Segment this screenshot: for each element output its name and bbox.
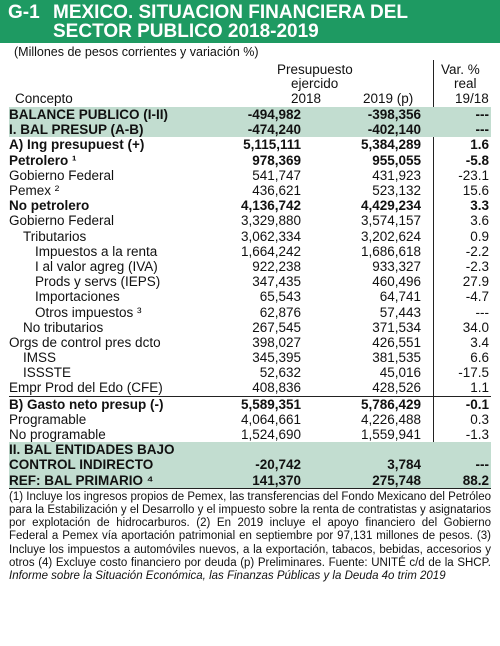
col-var-line2: real: [454, 76, 477, 91]
row-label: Pemex ²: [9, 183, 60, 199]
value-var: 3.6: [470, 213, 489, 229]
value-2018: -20,742: [255, 457, 301, 473]
table-row: [9, 229, 491, 244]
col-presupuesto-line1: Presupuesto: [277, 62, 353, 77]
row-label: No programable: [9, 427, 106, 443]
value-var: 6.6: [470, 350, 489, 366]
value-var: -5.8: [465, 152, 489, 168]
table-row: [9, 412, 491, 427]
table-subtitle: (Millones de pesos corrientes y variación %): [14, 45, 259, 59]
value-2018: 267,545: [252, 319, 301, 335]
value-var: 1.1: [470, 380, 489, 396]
value-2018: 62,876: [259, 304, 301, 320]
value-2019: 955,055: [372, 152, 421, 168]
value-var: -17.5: [458, 365, 489, 381]
value-var: ---: [475, 122, 489, 138]
table-row: [9, 427, 491, 442]
value-2019: 4,226,488: [360, 411, 421, 427]
value-2019: 933,327: [372, 258, 421, 274]
value-var: -4.7: [465, 289, 489, 305]
value-2018: 3,062,334: [240, 228, 301, 244]
value-2018: -474,240: [247, 122, 301, 138]
row-label: II. BAL ENTIDADES BAJO: [9, 442, 175, 458]
table-row: [9, 442, 491, 457]
table-header-bar: [0, 0, 500, 43]
row-label: Orgs de control pres dcto: [9, 334, 161, 350]
table-row: [9, 380, 491, 395]
value-2019: 57,443: [379, 304, 421, 320]
table-row: [9, 289, 491, 304]
value-2018: 408,836: [252, 380, 301, 396]
row-label: Otros impuestos ³: [35, 304, 142, 320]
value-2019: 5,786,429: [360, 396, 421, 412]
footnotes: [9, 491, 491, 583]
value-2019: 3,784: [387, 457, 421, 473]
row-label: Prods y servs (IEPS): [35, 274, 161, 290]
value-2019: 523,132: [372, 183, 421, 199]
value-2018: 5,589,351: [240, 396, 301, 412]
table-row: [9, 457, 491, 472]
value-2019: 5,384,289: [360, 137, 421, 153]
row-label: Impuestos a la renta: [35, 243, 158, 259]
value-var: ---: [475, 457, 489, 473]
value-2018: 345,395: [252, 350, 301, 366]
value-2018: 5,115,111: [243, 137, 301, 153]
table-row: [9, 198, 491, 213]
value-2018: 436,621: [252, 183, 301, 199]
value-var: 27.9: [462, 274, 489, 290]
value-2018: 3,329,880: [240, 213, 301, 229]
value-2018: 4,064,661: [240, 411, 301, 427]
value-2019: 428,526: [372, 380, 421, 396]
row-label: I al valor agreg (IVA): [35, 258, 158, 274]
table-row: [9, 335, 491, 350]
value-2018: 4,136,742: [240, 198, 301, 214]
row-label: CONTROL INDIRECTO: [9, 457, 154, 473]
value-2018: 541,747: [252, 167, 301, 183]
row-label: Gobierno Federal: [9, 167, 115, 183]
value-var: -2.2: [465, 243, 489, 259]
value-2018: 978,369: [252, 152, 301, 168]
table-row: [9, 304, 491, 319]
table-title: MEXICO. SITUACION FINANCIERA DEL SECTOR PUBLICO 2018-2019: [53, 2, 409, 42]
row-label: Tributarios: [23, 228, 87, 244]
col-var-line1: Var. %: [441, 62, 480, 77]
value-var: -1.3: [465, 427, 489, 443]
row-label: Importaciones: [35, 289, 120, 305]
footnotes-text: (1) Incluye los ingresos propios de Pemex, las transferencias del Fondo Mexicano del Petróleo para la Estabilización y el Desarrollo y el impuesto sobre la renta de contratistas y asignatarios por explotación de hidrocarburos. (2) En 2019 incluye el apoyo financiero del Gobierno Federal a Pemex vía aportación patrimonial en septiembre por 97,131 millones de pesos. (3) Incluye los impuestos a automóviles nuevos, a la exportación, tabacos, bebidas, accesorios y otros (4) Excluye costo financiero por deuda (p) Preliminares. Fuente: UNITÉ c/d de la SHCP.: [9, 490, 491, 569]
value-var: 0.9: [470, 228, 489, 244]
value-var: ---: [475, 304, 489, 320]
row-label: No petrolero: [9, 198, 90, 214]
value-2019: 45,016: [379, 365, 421, 381]
value-2019: 275,748: [372, 472, 421, 488]
value-2019: 431,923: [372, 167, 421, 183]
value-2018: 922,238: [252, 258, 301, 274]
value-2018: 347,435: [252, 274, 301, 290]
row-label: IMSS: [23, 350, 57, 366]
row-label: BALANCE PUBLICO (I-II): [9, 107, 168, 123]
table-row: [9, 137, 491, 152]
col-2018: 2018: [291, 91, 322, 106]
value-var: 3.4: [470, 334, 489, 350]
value-2019: 4,429,234: [360, 198, 421, 214]
value-2019: 1,559,941: [360, 427, 421, 443]
data-table: [9, 107, 491, 489]
col-presupuesto-line2: ejercido: [291, 76, 339, 91]
value-2019: 460,496: [372, 274, 421, 290]
table-row: [9, 183, 491, 198]
row-label: A) Ing presupuest (+): [9, 137, 145, 153]
row-label: ISSSTE: [23, 365, 72, 381]
table-row: [9, 320, 491, 335]
table-row: [9, 153, 491, 168]
row-label: Empr Prod del Edo (CFE): [9, 380, 163, 396]
table-row: [9, 122, 491, 137]
value-2018: 1,524,690: [240, 427, 301, 443]
value-var: ---: [475, 107, 489, 123]
value-var: 1.6: [470, 137, 489, 153]
value-var: -2.3: [465, 258, 489, 274]
col-2019: 2019 (p): [363, 91, 414, 106]
value-2018: 141,370: [252, 472, 301, 488]
table-row: [9, 107, 491, 122]
table-row: [9, 168, 491, 183]
value-2018: 1,664,242: [240, 243, 301, 259]
value-2019: 64,741: [379, 289, 421, 305]
value-2019: -402,140: [367, 122, 421, 138]
value-var: 15.6: [462, 183, 489, 199]
table-row: [9, 350, 491, 365]
column-divider: [433, 60, 434, 107]
table-row: [9, 473, 491, 489]
row-label: I. BAL PRESUP (A-B): [9, 122, 144, 138]
value-var: 0.3: [470, 411, 489, 427]
value-2018: -494,982: [247, 107, 301, 123]
value-2019: -398,356: [367, 107, 421, 123]
value-var: 34.0: [462, 319, 489, 335]
col-var-period: 19/18: [455, 91, 489, 106]
col-concepto: Concepto: [15, 91, 73, 106]
row-label: Gobierno Federal: [9, 213, 115, 229]
value-2019: 1,686,618: [360, 243, 421, 259]
row-label: Programable: [9, 411, 87, 427]
value-2019: 3,574,157: [360, 213, 421, 229]
value-var: -0.1: [465, 396, 489, 412]
value-2018: 52,632: [259, 365, 301, 381]
value-var: -23.1: [458, 167, 489, 183]
row-label: REF: BAL PRIMARIO ⁴: [9, 472, 154, 488]
value-2019: 381,535: [372, 350, 421, 366]
table-row: [9, 274, 491, 289]
row-label: No tributarios: [23, 319, 104, 335]
source-title: Informe sobre la Situación Económica, las Finanzas Públicas y la Deuda 4o trim 2019: [9, 569, 446, 582]
table-row: [9, 396, 491, 412]
value-2019: 3,202,624: [360, 228, 421, 244]
table-id: G-1: [8, 2, 40, 23]
table-row: [9, 213, 491, 228]
value-2018: 65,543: [259, 289, 301, 305]
table-row: [9, 259, 491, 274]
value-var: 3.3: [470, 198, 489, 214]
value-2019: 371,534: [372, 319, 421, 335]
column-headers: [9, 60, 491, 107]
row-label: B) Gasto neto presup (-): [9, 396, 164, 412]
value-2019: 426,551: [372, 334, 421, 350]
row-label: Petrolero ¹: [9, 152, 77, 168]
table-row: [9, 365, 491, 380]
value-var: 88.2: [462, 472, 489, 488]
table-row: [9, 244, 491, 259]
value-2018: 398,027: [252, 334, 301, 350]
